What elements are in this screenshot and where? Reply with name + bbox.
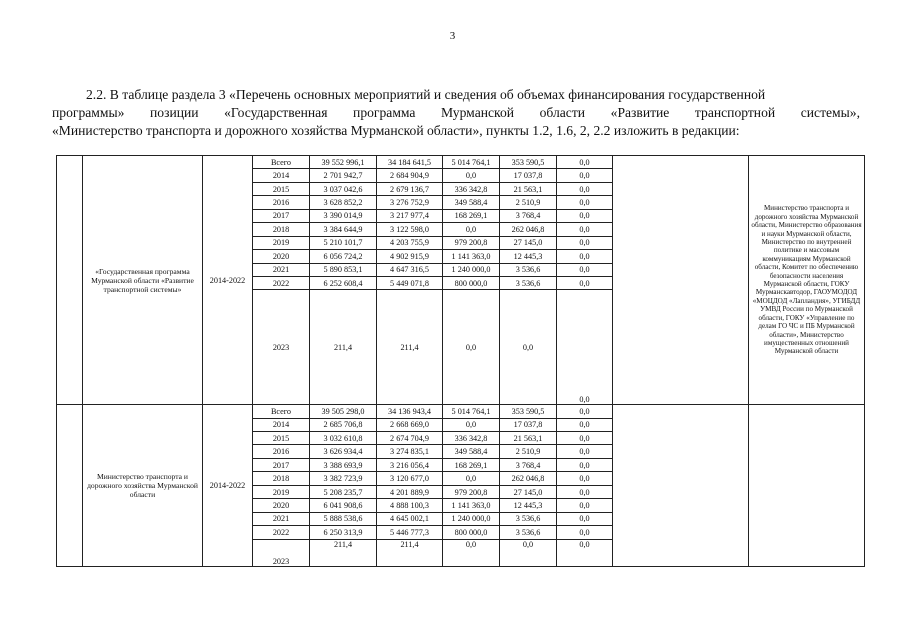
- amount-cell: 0,0: [557, 418, 613, 431]
- amount-cell: 0,0: [557, 250, 613, 263]
- year-cell: 2021: [253, 512, 310, 525]
- amount-cell: 6 056 724,2: [310, 250, 377, 263]
- amount-cell: 0,0: [443, 539, 500, 566]
- amount-cell: 0,0: [443, 223, 500, 236]
- financing-table: [56, 155, 865, 567]
- amount-cell: 979 200,8: [443, 236, 500, 249]
- amount-cell: 211,4: [310, 290, 377, 405]
- year-cell: 2017: [253, 209, 310, 222]
- amount-cell: 0,0: [557, 156, 613, 169]
- amount-cell: 27 145,0: [500, 485, 557, 498]
- year-cell: 2017: [253, 458, 310, 471]
- amount-cell: 0,0: [443, 290, 500, 405]
- item-number-cell: [57, 405, 83, 567]
- amount-cell: 2 701 942,7: [310, 169, 377, 182]
- amount-cell: 211,4: [310, 539, 377, 566]
- amount-cell: 3 384 644,9: [310, 223, 377, 236]
- amount-cell: 2 674 704,9: [377, 432, 443, 445]
- amount-cell: 3 032 610,8: [310, 432, 377, 445]
- amount-cell: 39 552 996,1: [310, 156, 377, 169]
- intro-paragraph: [52, 86, 860, 140]
- amount-cell: 1 240 000,0: [443, 263, 500, 276]
- amount-cell: 168 269,1: [443, 458, 500, 471]
- amount-cell: 4 203 755,9: [377, 236, 443, 249]
- amount-cell: 353 590,5: [500, 156, 557, 169]
- amount-cell: 0,0: [557, 169, 613, 182]
- amount-cell: 3 217 977,4: [377, 209, 443, 222]
- amount-cell: 262 046,8: [500, 223, 557, 236]
- indicator-cell: [613, 156, 749, 405]
- year-cell: 2020: [253, 499, 310, 512]
- amount-cell: 0,0: [557, 236, 613, 249]
- year-cell: 2022: [253, 526, 310, 539]
- amount-cell: 34 136 943,4: [377, 405, 443, 418]
- amount-cell: 0,0: [557, 196, 613, 209]
- amount-cell: 3 768,4: [500, 458, 557, 471]
- amount-cell: 1 141 363,0: [443, 499, 500, 512]
- amount-cell: 262 046,8: [500, 472, 557, 485]
- year-cell: 2014: [253, 169, 310, 182]
- amount-cell: 27 145,0: [500, 236, 557, 249]
- amount-cell: 4 201 889,9: [377, 485, 443, 498]
- table-row: [57, 156, 865, 169]
- amount-cell: 0,0: [557, 485, 613, 498]
- table-row: [57, 405, 865, 418]
- amount-cell: 34 184 641,5: [377, 156, 443, 169]
- year-cell: 2016: [253, 196, 310, 209]
- amount-cell: 0,0: [557, 499, 613, 512]
- intro-line-2: программы» позиции «Государственная программа Мурманской области «Развитие транспортной системы»,: [52, 105, 860, 120]
- year-cell: 2016: [253, 445, 310, 458]
- amount-cell: 5 446 777,3: [377, 526, 443, 539]
- amount-cell: 4 902 915,9: [377, 250, 443, 263]
- amount-cell: 2 684 904,9: [377, 169, 443, 182]
- amount-cell: 0,0: [500, 290, 557, 405]
- intro-line-1: 2.2. В таблице раздела 3 «Перечень основных мероприятий и сведения об объемах финансирования государственной: [86, 87, 766, 102]
- amount-cell: 353 590,5: [500, 405, 557, 418]
- item-number-cell: [57, 156, 83, 405]
- amount-cell: 3 536,6: [500, 276, 557, 289]
- amount-cell: 21 563,1: [500, 432, 557, 445]
- amount-cell: 6 041 908,6: [310, 499, 377, 512]
- intro-line-3: «Министерство транспорта и дорожного хозяйства Мурманской области», пункты 1.2, 1.6, 2, 2.2 изложить в редакции:: [52, 123, 740, 138]
- year-cell: 2019: [253, 236, 310, 249]
- executors-cell: Министерство транспорта и дорожного хозяйства Мурманской области, Министерство образования и науки Мурманской области, Министерство по внутренней политике и массовым коммуникациям Мурманской области, Комитет по обеспечению безопасности населения Мурманской области, ГОКУ Мурманскавтодор, ГАОУМОДОД «МОЦДОД «Лапландия», УГИБДД УМВД России по Мурманской области, ГОКУ «Управление по делам ГО ЧС и ПБ Мурманской области», Министерство имущественных отношений Мурманской области: [749, 156, 865, 405]
- amount-cell: 168 269,1: [443, 209, 500, 222]
- amount-cell: 979 200,8: [443, 485, 500, 498]
- executors-cell: [749, 405, 865, 567]
- amount-cell: 3 037 042,6: [310, 182, 377, 195]
- page-number: 3: [449, 30, 456, 42]
- amount-cell: 2 668 669,0: [377, 418, 443, 431]
- amount-cell: 211,4: [377, 539, 443, 566]
- amount-cell: 39 505 298,0: [310, 405, 377, 418]
- amount-cell: 3 536,6: [500, 512, 557, 525]
- amount-cell: 0,0: [557, 290, 613, 405]
- indicator-cell: [613, 405, 749, 567]
- amount-cell: 336 342,8: [443, 432, 500, 445]
- amount-cell: 21 563,1: [500, 182, 557, 195]
- amount-cell: 4 645 002,1: [377, 512, 443, 525]
- year-cell: 2015: [253, 182, 310, 195]
- amount-cell: 0,0: [557, 276, 613, 289]
- year-cell: 2018: [253, 223, 310, 236]
- amount-cell: 3 276 752,9: [377, 196, 443, 209]
- year-cell: 2014: [253, 418, 310, 431]
- amount-cell: 5 210 101,7: [310, 236, 377, 249]
- program-name-cell: «Государственная программа Мурманской области «Развитие транспортной системы»: [83, 156, 203, 405]
- amount-cell: 0,0: [500, 539, 557, 566]
- amount-cell: 0,0: [557, 405, 613, 418]
- amount-cell: 5 014 764,1: [443, 156, 500, 169]
- amount-cell: 1 240 000,0: [443, 512, 500, 525]
- year-cell: Всего: [253, 405, 310, 418]
- amount-cell: 0,0: [557, 526, 613, 539]
- amount-cell: 0,0: [557, 512, 613, 525]
- amount-cell: 3 628 852,2: [310, 196, 377, 209]
- amount-cell: 349 588,4: [443, 445, 500, 458]
- amount-cell: 336 342,8: [443, 182, 500, 195]
- amount-cell: 5 890 853,1: [310, 263, 377, 276]
- amount-cell: 17 037,8: [500, 169, 557, 182]
- amount-cell: 4 888 100,3: [377, 499, 443, 512]
- amount-cell: 3 382 723,9: [310, 472, 377, 485]
- amount-cell: 349 588,4: [443, 196, 500, 209]
- amount-cell: 0,0: [557, 209, 613, 222]
- amount-cell: 6 252 608,4: [310, 276, 377, 289]
- amount-cell: 3 536,6: [500, 526, 557, 539]
- year-cell: 2023: [253, 539, 310, 566]
- amount-cell: 4 647 316,5: [377, 263, 443, 276]
- amount-cell: 6 250 313,9: [310, 526, 377, 539]
- amount-cell: 1 141 363,0: [443, 250, 500, 263]
- year-cell: 2019: [253, 485, 310, 498]
- year-cell: 2021: [253, 263, 310, 276]
- amount-cell: 5 449 071,8: [377, 276, 443, 289]
- year-cell: Всего: [253, 156, 310, 169]
- amount-cell: 3 388 693,9: [310, 458, 377, 471]
- amount-cell: 3 390 014,9: [310, 209, 377, 222]
- program-name-cell: Министерство транспорта и дорожного хозяйства Мурманской области: [83, 405, 203, 567]
- amount-cell: 0,0: [557, 263, 613, 276]
- amount-cell: 5 888 538,6: [310, 512, 377, 525]
- amount-cell: 3 122 598,0: [377, 223, 443, 236]
- amount-cell: 0,0: [557, 182, 613, 195]
- amount-cell: 5 014 764,1: [443, 405, 500, 418]
- year-cell: 2022: [253, 276, 310, 289]
- year-cell: 2015: [253, 432, 310, 445]
- amount-cell: 0,0: [443, 418, 500, 431]
- period-cell: 2014-2022: [203, 405, 253, 567]
- amount-cell: 0,0: [557, 539, 613, 566]
- amount-cell: 0,0: [557, 223, 613, 236]
- amount-cell: 3 626 934,4: [310, 445, 377, 458]
- amount-cell: 0,0: [557, 445, 613, 458]
- year-cell: 2023: [253, 290, 310, 405]
- amount-cell: 800 000,0: [443, 276, 500, 289]
- amount-cell: 17 037,8: [500, 418, 557, 431]
- amount-cell: 0,0: [443, 472, 500, 485]
- amount-cell: 3 274 835,1: [377, 445, 443, 458]
- amount-cell: 211,4: [377, 290, 443, 405]
- amount-cell: 12 445,3: [500, 499, 557, 512]
- amount-cell: 0,0: [443, 169, 500, 182]
- amount-cell: 0,0: [557, 458, 613, 471]
- amount-cell: 2 685 706,8: [310, 418, 377, 431]
- amount-cell: 3 536,6: [500, 263, 557, 276]
- amount-cell: 800 000,0: [443, 526, 500, 539]
- year-cell: 2020: [253, 250, 310, 263]
- amount-cell: 2 510,9: [500, 196, 557, 209]
- amount-cell: 0,0: [557, 432, 613, 445]
- amount-cell: 2 510,9: [500, 445, 557, 458]
- period-cell: 2014-2022: [203, 156, 253, 405]
- amount-cell: 3 768,4: [500, 209, 557, 222]
- amount-cell: 0,0: [557, 472, 613, 485]
- amount-cell: 5 208 235,7: [310, 485, 377, 498]
- amount-cell: 12 445,3: [500, 250, 557, 263]
- amount-cell: 3 120 677,0: [377, 472, 443, 485]
- amount-cell: 2 679 136,7: [377, 182, 443, 195]
- year-cell: 2018: [253, 472, 310, 485]
- amount-cell: 3 216 056,4: [377, 458, 443, 471]
